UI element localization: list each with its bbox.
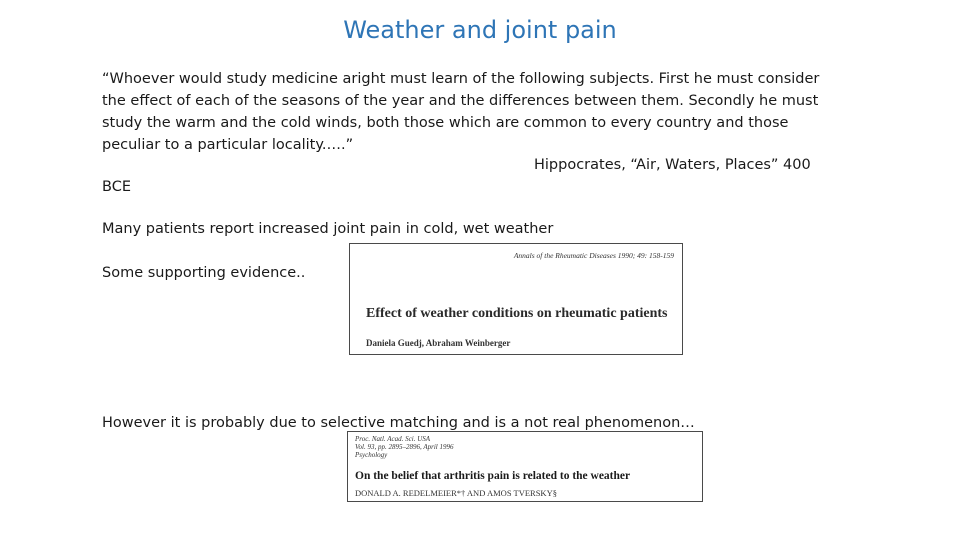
citation-title: On the belief that arthritis pain is related to the weather bbox=[355, 470, 631, 482]
citation-image-arthritis-belief bbox=[347, 431, 703, 502]
quote-attribution: Hippocrates, “Air, Waters, Places” 400 bbox=[534, 157, 811, 173]
however-text: However it is probably due to selective matching and is a not real phenomenon… bbox=[102, 415, 695, 431]
citation-meta: Proc. Natl. Acad. Sci. USA Vol. 93, pp. 2895–2896, April 1996 Psychology bbox=[355, 435, 454, 459]
citation-title: Effect of weather conditions on rheumatic patients bbox=[366, 306, 668, 321]
citation-authors: DONALD A. REDELMEIER*† AND AMOS TVERSKY§ bbox=[355, 488, 557, 498]
citation-journal: Annals of the Rheumatic Diseases 1990; 49: 158-159 bbox=[513, 251, 674, 260]
claim-text: Many patients report increased joint pain in cold, wet weather bbox=[102, 221, 554, 237]
quote-date-suffix: BCE bbox=[102, 179, 131, 195]
hippocrates-quote: “Whoever would study medicine aright must learn of the following subjects. First he must consider the effect of each of the seasons of the year and the differences between them. Secondly he must study the warm and the cold winds, both those which are common to every country and those peculiar to a particular locality.….” bbox=[102, 71, 820, 153]
supporting-evidence-label: Some supporting evidence.. bbox=[102, 265, 306, 281]
page-title: Weather and joint pain bbox=[343, 16, 617, 44]
citation-image-weather-rheumatic bbox=[349, 243, 683, 355]
citation-authors: Daniela Guedj, Abraham Weinberger bbox=[366, 338, 511, 348]
